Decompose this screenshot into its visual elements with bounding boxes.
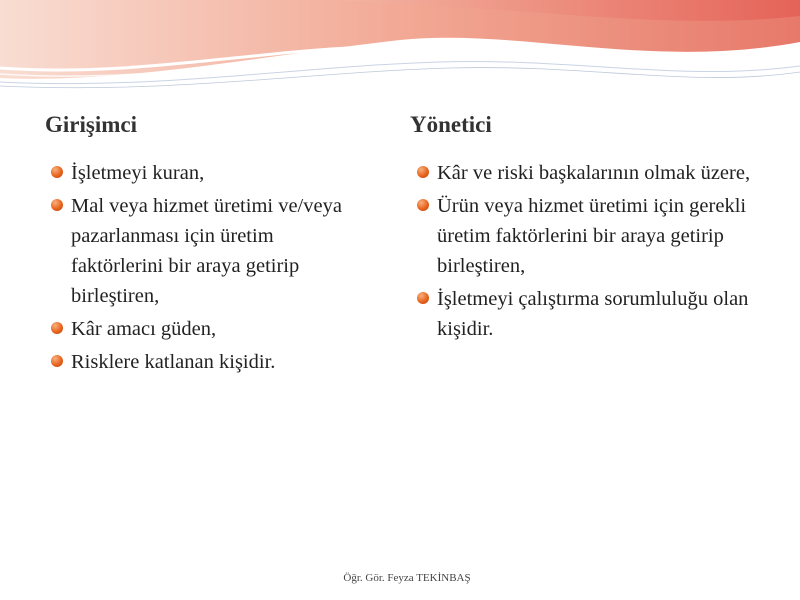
bullet-icon xyxy=(417,166,429,178)
left-bullet-list xyxy=(49,158,349,380)
bullet-icon xyxy=(417,199,429,211)
list-item: Kâr amacı güden, xyxy=(49,314,349,344)
list-item: Kâr ve riski başkalarının olmak üzere, xyxy=(415,158,760,188)
list-item: Ürün veya hizmet üretimi için gerekli üretim faktörlerini bir araya getirip birleştiren, xyxy=(415,191,760,281)
bullet-icon xyxy=(51,322,63,334)
right-bullet-list xyxy=(415,158,760,347)
bullet-icon xyxy=(51,199,63,211)
bullet-icon xyxy=(51,355,63,367)
footer-author: Öğr. Gör. Feyza TEKİNBAŞ xyxy=(343,572,471,584)
list-item: İşletmeyi kuran, xyxy=(49,158,349,188)
list-item: İşletmeyi çalıştırma sorumluluğu olan kişidir. xyxy=(415,284,760,344)
bullet-icon xyxy=(51,166,63,178)
decorative-wave-banner xyxy=(0,0,800,110)
list-item: Mal veya hizmet üretimi ve/veya pazarlanması için üretim faktörlerini bir araya getirip birleştiren, xyxy=(49,191,349,311)
left-column-heading: Girişimci xyxy=(45,112,137,137)
bullet-icon xyxy=(417,292,429,304)
list-item: Risklere katlanan kişidir. xyxy=(49,347,349,377)
right-column-heading: Yönetici xyxy=(410,112,492,137)
